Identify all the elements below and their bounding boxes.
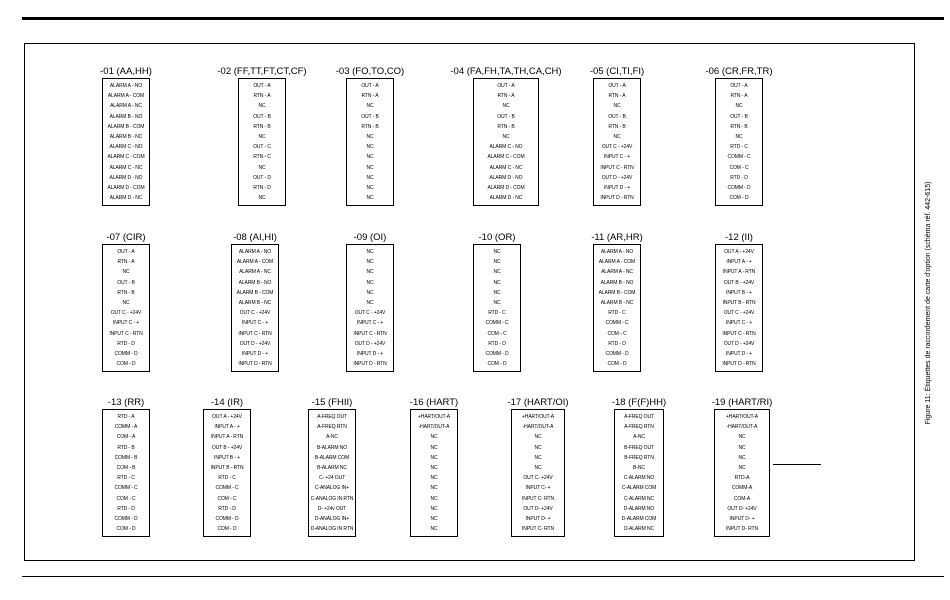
- card-title: -06 (CR,FR,TR): [705, 66, 773, 77]
- terminal-label: COMM - C: [215, 485, 239, 492]
- terminal-label: OUT D- +24V: [727, 505, 757, 512]
- terminal-label: RTD - C: [730, 144, 748, 151]
- terminal-label: COM-A: [733, 495, 751, 502]
- figure-frame: [24, 43, 915, 561]
- terminal-label: NC: [366, 269, 374, 276]
- terminal-label-box: [511, 409, 565, 537]
- terminal-label: OUT C - +24V: [601, 144, 633, 151]
- terminal-label: NC: [493, 299, 501, 306]
- terminal-label: COMM - D: [727, 184, 751, 191]
- terminal-label: OUT - C: [253, 144, 271, 151]
- terminal-label-box: [410, 409, 458, 537]
- terminal-label: D-ALARM NC: [623, 526, 655, 533]
- terminal-label: A-NC: [633, 434, 645, 441]
- terminal-label: ALARM D - NO: [109, 174, 143, 181]
- terminal-label: COM - C: [729, 164, 749, 171]
- terminal-label: NC: [534, 434, 542, 441]
- terminal-label: NC: [493, 259, 501, 266]
- terminal-label: NC: [366, 184, 374, 191]
- terminal-label-box: [308, 409, 356, 537]
- terminal-label: COM - C: [487, 330, 507, 337]
- terminal-label: C- +24 OUT: [318, 475, 346, 482]
- terminal-label: ALARM A - COM: [598, 259, 636, 266]
- terminal-label: COMM - C: [114, 485, 138, 492]
- terminal-label: COMM - D: [215, 515, 239, 522]
- terminal-label: ALARM D - COM: [107, 184, 145, 191]
- terminal-label: RTN - C: [253, 154, 271, 161]
- terminal-label: NC: [613, 103, 621, 110]
- terminal-label: RTN - B: [608, 123, 626, 130]
- terminal-label: NC: [366, 259, 374, 266]
- terminal-label: -HART/OUT-A: [726, 424, 758, 431]
- terminal-label: INPUT C - +: [241, 320, 269, 327]
- terminal-label: NC: [735, 133, 743, 140]
- terminal-label: INPUT C- RTN: [522, 495, 554, 502]
- terminal-label: NC: [430, 495, 438, 502]
- terminal-label: INPUT A - RTN: [210, 434, 244, 441]
- terminal-label: NC: [502, 103, 510, 110]
- terminal-label: OUT C - +24V: [723, 310, 755, 317]
- terminal-label: COMM - D: [114, 350, 138, 357]
- terminal-label-box: [473, 244, 521, 372]
- terminal-label: B-FREQ RTN: [624, 454, 654, 461]
- terminal-label: D-ALARM COM: [621, 515, 657, 522]
- terminal-label: ALARM B - NO: [109, 113, 143, 120]
- terminal-label: NC: [613, 133, 621, 140]
- terminal-label-box: [715, 78, 763, 206]
- terminal-label: OUT B - +24V: [723, 279, 755, 286]
- terminal-label: OUT A - +24V: [724, 249, 754, 255]
- terminal-label: INPUT D - +: [725, 350, 753, 357]
- terminal-label: NC: [735, 103, 743, 110]
- terminal-label: INPUT C- +: [525, 485, 551, 492]
- terminal-label: COMM - D: [605, 350, 629, 357]
- terminal-label-box: [203, 409, 251, 537]
- terminal-label: OUT - B: [730, 113, 748, 120]
- terminal-label: COM - D: [487, 361, 507, 368]
- terminal-label: OUT D - +24V: [723, 340, 755, 347]
- terminal-label: ALARM D - NC: [489, 195, 523, 202]
- terminal-label: RTN - D: [253, 184, 271, 191]
- terminal-label: INPUT C - +: [603, 154, 631, 161]
- terminal-label: B-ALARM NC: [317, 464, 347, 471]
- terminal-label-box: [102, 244, 150, 372]
- terminal-label: RTD - C: [218, 475, 236, 482]
- terminal-label: C-ALARM NC: [623, 495, 655, 502]
- terminal-label: INPUT C - +: [112, 320, 140, 327]
- card-title: -17 (HART/OI): [507, 397, 569, 408]
- terminal-label: COM - D: [729, 195, 749, 202]
- card-title: -13 (RR): [107, 397, 145, 408]
- terminal-label: NC: [366, 164, 374, 171]
- terminal-label: INPUT C - RTN: [353, 330, 387, 337]
- bottom-rule: [22, 576, 944, 577]
- terminal-label: NC: [534, 444, 542, 451]
- terminal-label: NC: [258, 133, 266, 140]
- terminal-label: NC: [493, 269, 501, 276]
- terminal-label: RTN - B: [117, 289, 135, 296]
- terminal-label: RTN - A: [497, 93, 515, 100]
- terminal-label: RTD-A: [734, 475, 750, 482]
- terminal-label: NC: [430, 485, 438, 492]
- card-title: -09 (OI): [353, 232, 387, 243]
- terminal-label: ALARM A - NC: [601, 269, 633, 276]
- terminal-label: B-ALARM COM: [314, 454, 350, 461]
- card-title: -02 (FF,TT,FT,CT,CF): [217, 66, 307, 77]
- top-rule: [22, 17, 944, 20]
- terminal-label: ALARM A - NO: [109, 83, 143, 89]
- terminal-label: OUT C- +24V: [523, 475, 553, 482]
- card-title: -10 (OR): [478, 232, 516, 243]
- terminal-label: NC: [366, 279, 374, 286]
- terminal-label: RTD - D: [218, 505, 236, 512]
- terminal-label-box: [593, 78, 641, 206]
- terminal-label: INPUT D - RTN: [238, 361, 272, 368]
- terminal-label: NC: [258, 195, 266, 202]
- terminal-label-box: [346, 78, 394, 206]
- terminal-label: OUT - D: [253, 174, 271, 181]
- terminal-label: INPUT D- RTN: [726, 526, 758, 533]
- terminal-label: INPUT C - +: [356, 320, 384, 327]
- terminal-label: OUT - A: [608, 83, 626, 89]
- terminal-label: NC: [502, 133, 510, 140]
- terminal-label: RTD - D: [488, 340, 506, 347]
- card-title: -16 (HART): [409, 397, 459, 408]
- terminal-label: OUT - B: [497, 113, 515, 120]
- terminal-label: RTD - C: [488, 310, 506, 317]
- terminal-label: OUT - B: [117, 279, 135, 286]
- terminal-label: ALARM C - NO: [489, 144, 523, 151]
- terminal-label: RTD - D: [117, 505, 135, 512]
- terminal-label: RTD - D: [117, 340, 135, 347]
- terminal-label: NC: [122, 269, 130, 276]
- terminal-label: OUT - B: [608, 113, 626, 120]
- terminal-label: INPUT D- +: [525, 515, 551, 522]
- card-title: -14 (IR): [210, 397, 244, 408]
- terminal-label: INPUT C - RTN: [722, 330, 756, 337]
- terminal-label: COMM - A: [114, 424, 138, 431]
- terminal-label: OUT A - +24V: [212, 414, 242, 420]
- terminal-label: OUT - A: [730, 83, 748, 89]
- terminal-label-box: [346, 244, 394, 372]
- terminal-label: NC: [258, 164, 266, 171]
- terminal-label: +HART/OUT-A: [521, 414, 554, 420]
- terminal-label: RTD - A: [117, 414, 135, 420]
- terminal-label: ALARM B - NC: [109, 133, 143, 140]
- terminal-label: INPUT C- RTN: [522, 526, 554, 533]
- terminal-label: ALARM A - COM: [236, 259, 274, 266]
- terminal-label: D-ANALOG IN RTN: [310, 526, 354, 533]
- terminal-label: ALARM C - COM: [487, 154, 525, 161]
- terminal-label: A-FREQ OUT: [624, 414, 654, 420]
- terminal-label: ALARM A - NC: [239, 269, 271, 276]
- terminal-label: NC: [366, 195, 374, 202]
- terminal-label: COM - B: [116, 464, 136, 471]
- terminal-label-box: [614, 409, 664, 537]
- terminal-label: NC: [493, 279, 501, 286]
- terminal-label: NC: [430, 526, 438, 533]
- terminal-label: NC: [493, 289, 501, 296]
- terminal-label: ALARM D - NC: [109, 195, 143, 202]
- card-title: -05 (CI,TI,FI): [589, 66, 645, 77]
- terminal-label: NC: [738, 434, 746, 441]
- terminal-label: COMM - C: [605, 320, 629, 327]
- terminal-label: ALARM A - NO: [238, 249, 272, 255]
- terminal-label: +HART/OUT-A: [725, 414, 758, 420]
- terminal-label: NC: [738, 444, 746, 451]
- terminal-label: NC: [366, 133, 374, 140]
- terminal-label-box: [593, 244, 641, 372]
- terminal-label: C-ALARM COM: [621, 485, 657, 492]
- terminal-label: NC: [738, 454, 746, 461]
- terminal-label: ALARM C - NC: [109, 164, 143, 171]
- terminal-label: COMM - D: [114, 515, 138, 522]
- terminal-label: COMM - B: [114, 454, 138, 461]
- terminal-label: ALARM A - NC: [110, 103, 142, 110]
- terminal-label: RTD - C: [117, 475, 135, 482]
- terminal-label: +HART/OUT-A: [417, 414, 450, 420]
- terminal-label: ALARM C - COM: [107, 154, 145, 161]
- terminal-label: COM - C: [116, 495, 136, 502]
- terminal-label: OUT D - +24V: [239, 340, 271, 347]
- terminal-label: RTN - B: [497, 123, 515, 130]
- terminal-label: NC: [430, 505, 438, 512]
- terminal-label: C-ALARM NO: [623, 475, 655, 482]
- card-title: -15 (FHII): [311, 397, 353, 408]
- terminal-label: ALARM B - COM: [107, 123, 145, 130]
- terminal-label: OUT - B: [253, 113, 271, 120]
- terminal-label: INPUT A - RTN: [722, 269, 756, 276]
- terminal-label: INPUT D - RTN: [353, 361, 387, 368]
- terminal-label: INPUT B - RTN: [722, 299, 756, 306]
- terminal-label: B-ALARM NO: [316, 444, 348, 451]
- card-title: -12 (II): [725, 232, 753, 243]
- terminal-label: OUT D- +24V: [523, 505, 553, 512]
- terminal-label: C-ANALOG IN RTN: [310, 495, 354, 502]
- card-title: -07 (CIR): [106, 232, 146, 243]
- terminal-label: -HART/OUT-A: [418, 424, 450, 431]
- terminal-label: ALARM A - NO: [600, 249, 634, 255]
- card-title: -19 (HART/RI): [711, 397, 773, 408]
- terminal-label: ALARM D - COM: [487, 184, 525, 191]
- terminal-label: RTN - A: [361, 93, 379, 100]
- terminal-label: RTN - A: [117, 259, 135, 266]
- terminal-label: NC: [430, 434, 438, 441]
- terminal-label: OUT - A: [361, 83, 379, 89]
- terminal-label: ALARM D - NO: [489, 174, 523, 181]
- terminal-label: NC: [366, 144, 374, 151]
- card-title: -18 (F(F)HH): [611, 397, 667, 408]
- terminal-label: A-NC: [326, 434, 338, 441]
- terminal-label: C-ANALOG IN+: [314, 485, 350, 492]
- terminal-label: INPUT B - +: [214, 454, 240, 461]
- terminal-label: INPUT D - +: [603, 184, 631, 191]
- terminal-label: B-FREQ OUT: [624, 444, 654, 451]
- terminal-label: RTN - A: [730, 93, 748, 100]
- terminal-label-box: [714, 409, 770, 537]
- terminal-label: RTD - D: [608, 340, 626, 347]
- card-title: -04 (FA,FH,TA,TH,CA,CH): [450, 66, 562, 77]
- terminal-label: COM - D: [217, 526, 237, 533]
- terminal-label: INPUT C - RTN: [238, 330, 272, 337]
- terminal-label: NC: [366, 103, 374, 110]
- terminal-label: ALARM B - COM: [236, 289, 274, 296]
- terminal-label: COMM - D: [485, 350, 509, 357]
- terminal-label: ALARM B - NO: [238, 279, 272, 286]
- terminal-label-box: [473, 78, 539, 206]
- figure-caption: Figure 11: Étiquettes de raccordement de carte d'option (schéma réf. 442-615): [925, 181, 932, 425]
- terminal-label-box: [238, 78, 286, 206]
- terminal-label: INPUT D - +: [356, 350, 384, 357]
- terminal-label: INPUT C - RTN: [600, 164, 634, 171]
- terminal-label-box: [715, 244, 763, 372]
- terminal-label: COM - D: [607, 361, 627, 368]
- terminal-label: OUT - A: [497, 83, 515, 89]
- terminal-label: OUT D - +24V: [601, 174, 633, 181]
- terminal-label: OUT - B: [361, 113, 379, 120]
- terminal-label: ALARM C - NO: [109, 144, 143, 151]
- terminal-label: RTN - B: [361, 123, 379, 130]
- terminal-label: NC: [534, 454, 542, 461]
- terminal-label: NC: [366, 154, 374, 161]
- terminal-label: NC: [366, 249, 374, 255]
- terminal-label: B-NC: [633, 464, 645, 471]
- card-title: -11 (AR,HR): [591, 232, 643, 243]
- terminal-label: ALARM A - COM: [107, 93, 145, 100]
- terminal-label: NC: [534, 464, 542, 471]
- terminal-label: NC: [258, 103, 266, 110]
- terminal-label: OUT C - +24V: [110, 310, 142, 317]
- terminal-label: NC: [430, 475, 438, 482]
- terminal-label: COM - C: [607, 330, 627, 337]
- terminal-label: COM - D: [116, 526, 136, 533]
- terminal-label: ALARM B - NC: [238, 299, 272, 306]
- terminal-label: COM - C: [217, 495, 237, 502]
- terminal-label: OUT - A: [117, 249, 135, 255]
- terminal-label: RTN - B: [253, 123, 271, 130]
- terminal-label: OUT B - +24V: [211, 444, 243, 451]
- terminal-label: INPUT D - RTN: [722, 361, 756, 368]
- terminal-label: NC: [430, 464, 438, 471]
- terminal-label: INPUT B - +: [726, 289, 752, 296]
- terminal-label: A-FREQ OUT: [317, 414, 347, 420]
- terminal-label: COMM - C: [727, 154, 751, 161]
- terminal-label-box: [102, 78, 150, 206]
- terminal-label: ALARM B - NO: [600, 279, 634, 286]
- terminal-label: OUT C - +24V: [239, 310, 271, 317]
- terminal-label: ALARM C - NC: [489, 164, 523, 171]
- terminal-label: NC: [430, 444, 438, 451]
- terminal-label: COM - D: [116, 361, 136, 368]
- terminal-label: RTN - B: [730, 123, 748, 130]
- terminal-label: NC: [366, 289, 374, 296]
- terminal-label: ALARM B - NC: [600, 299, 634, 306]
- terminal-label: RTN - A: [608, 93, 626, 100]
- terminal-label: RTD - C: [608, 310, 626, 317]
- terminal-label: OUT D - +24V: [354, 340, 386, 347]
- terminal-label: NC: [493, 249, 501, 255]
- terminal-label: NC: [738, 464, 746, 471]
- terminal-label: INPUT C - RTN: [109, 330, 143, 337]
- terminal-label: NC: [366, 174, 374, 181]
- terminal-label: D- +24v OUT: [317, 505, 347, 512]
- terminal-label: A-FREQ RTN: [317, 424, 347, 431]
- terminal-label: INPUT D- +: [729, 515, 755, 522]
- terminal-label: INPUT B - RTN: [210, 464, 244, 471]
- terminal-label: D-ANALOG IN+: [314, 515, 350, 522]
- card-title: -01 (AA,HH): [100, 66, 152, 77]
- terminal-label: INPUT D - RTN: [600, 195, 634, 202]
- terminal-label: INPUT C - +: [725, 320, 753, 327]
- terminal-label: INPUT D - +: [241, 350, 269, 357]
- terminal-label: A-FREQ RTN: [624, 424, 654, 431]
- terminal-label: D-ALARM NO: [623, 505, 655, 512]
- terminal-label: RTD - B: [117, 444, 135, 451]
- terminal-label: RTN - A: [253, 93, 271, 100]
- terminal-label-box: [231, 244, 279, 372]
- terminal-label: RTD - D: [730, 174, 748, 181]
- terminal-label: COM - A: [116, 434, 136, 441]
- terminal-label: ALARM B - COM: [598, 289, 636, 296]
- blank-line: [773, 464, 821, 465]
- terminal-label: NC: [366, 299, 374, 306]
- terminal-label: COMM - C: [485, 320, 509, 327]
- terminal-label: NC: [122, 299, 130, 306]
- terminal-label: NC: [430, 454, 438, 461]
- card-title: -03 (FO,TO,CO): [335, 66, 405, 77]
- terminal-label-box: [102, 409, 150, 537]
- card-title: -08 (AI,HI): [233, 232, 277, 243]
- terminal-label: INPUT A - +: [214, 424, 240, 431]
- terminal-label: INPUT A - +: [726, 259, 752, 266]
- terminal-label: NC: [430, 515, 438, 522]
- terminal-label: -HART/OUT-A: [522, 424, 554, 431]
- terminal-label: OUT C - +24V: [354, 310, 386, 317]
- terminal-label: COMM-A: [731, 485, 753, 492]
- terminal-label: OUT - A: [253, 83, 271, 89]
